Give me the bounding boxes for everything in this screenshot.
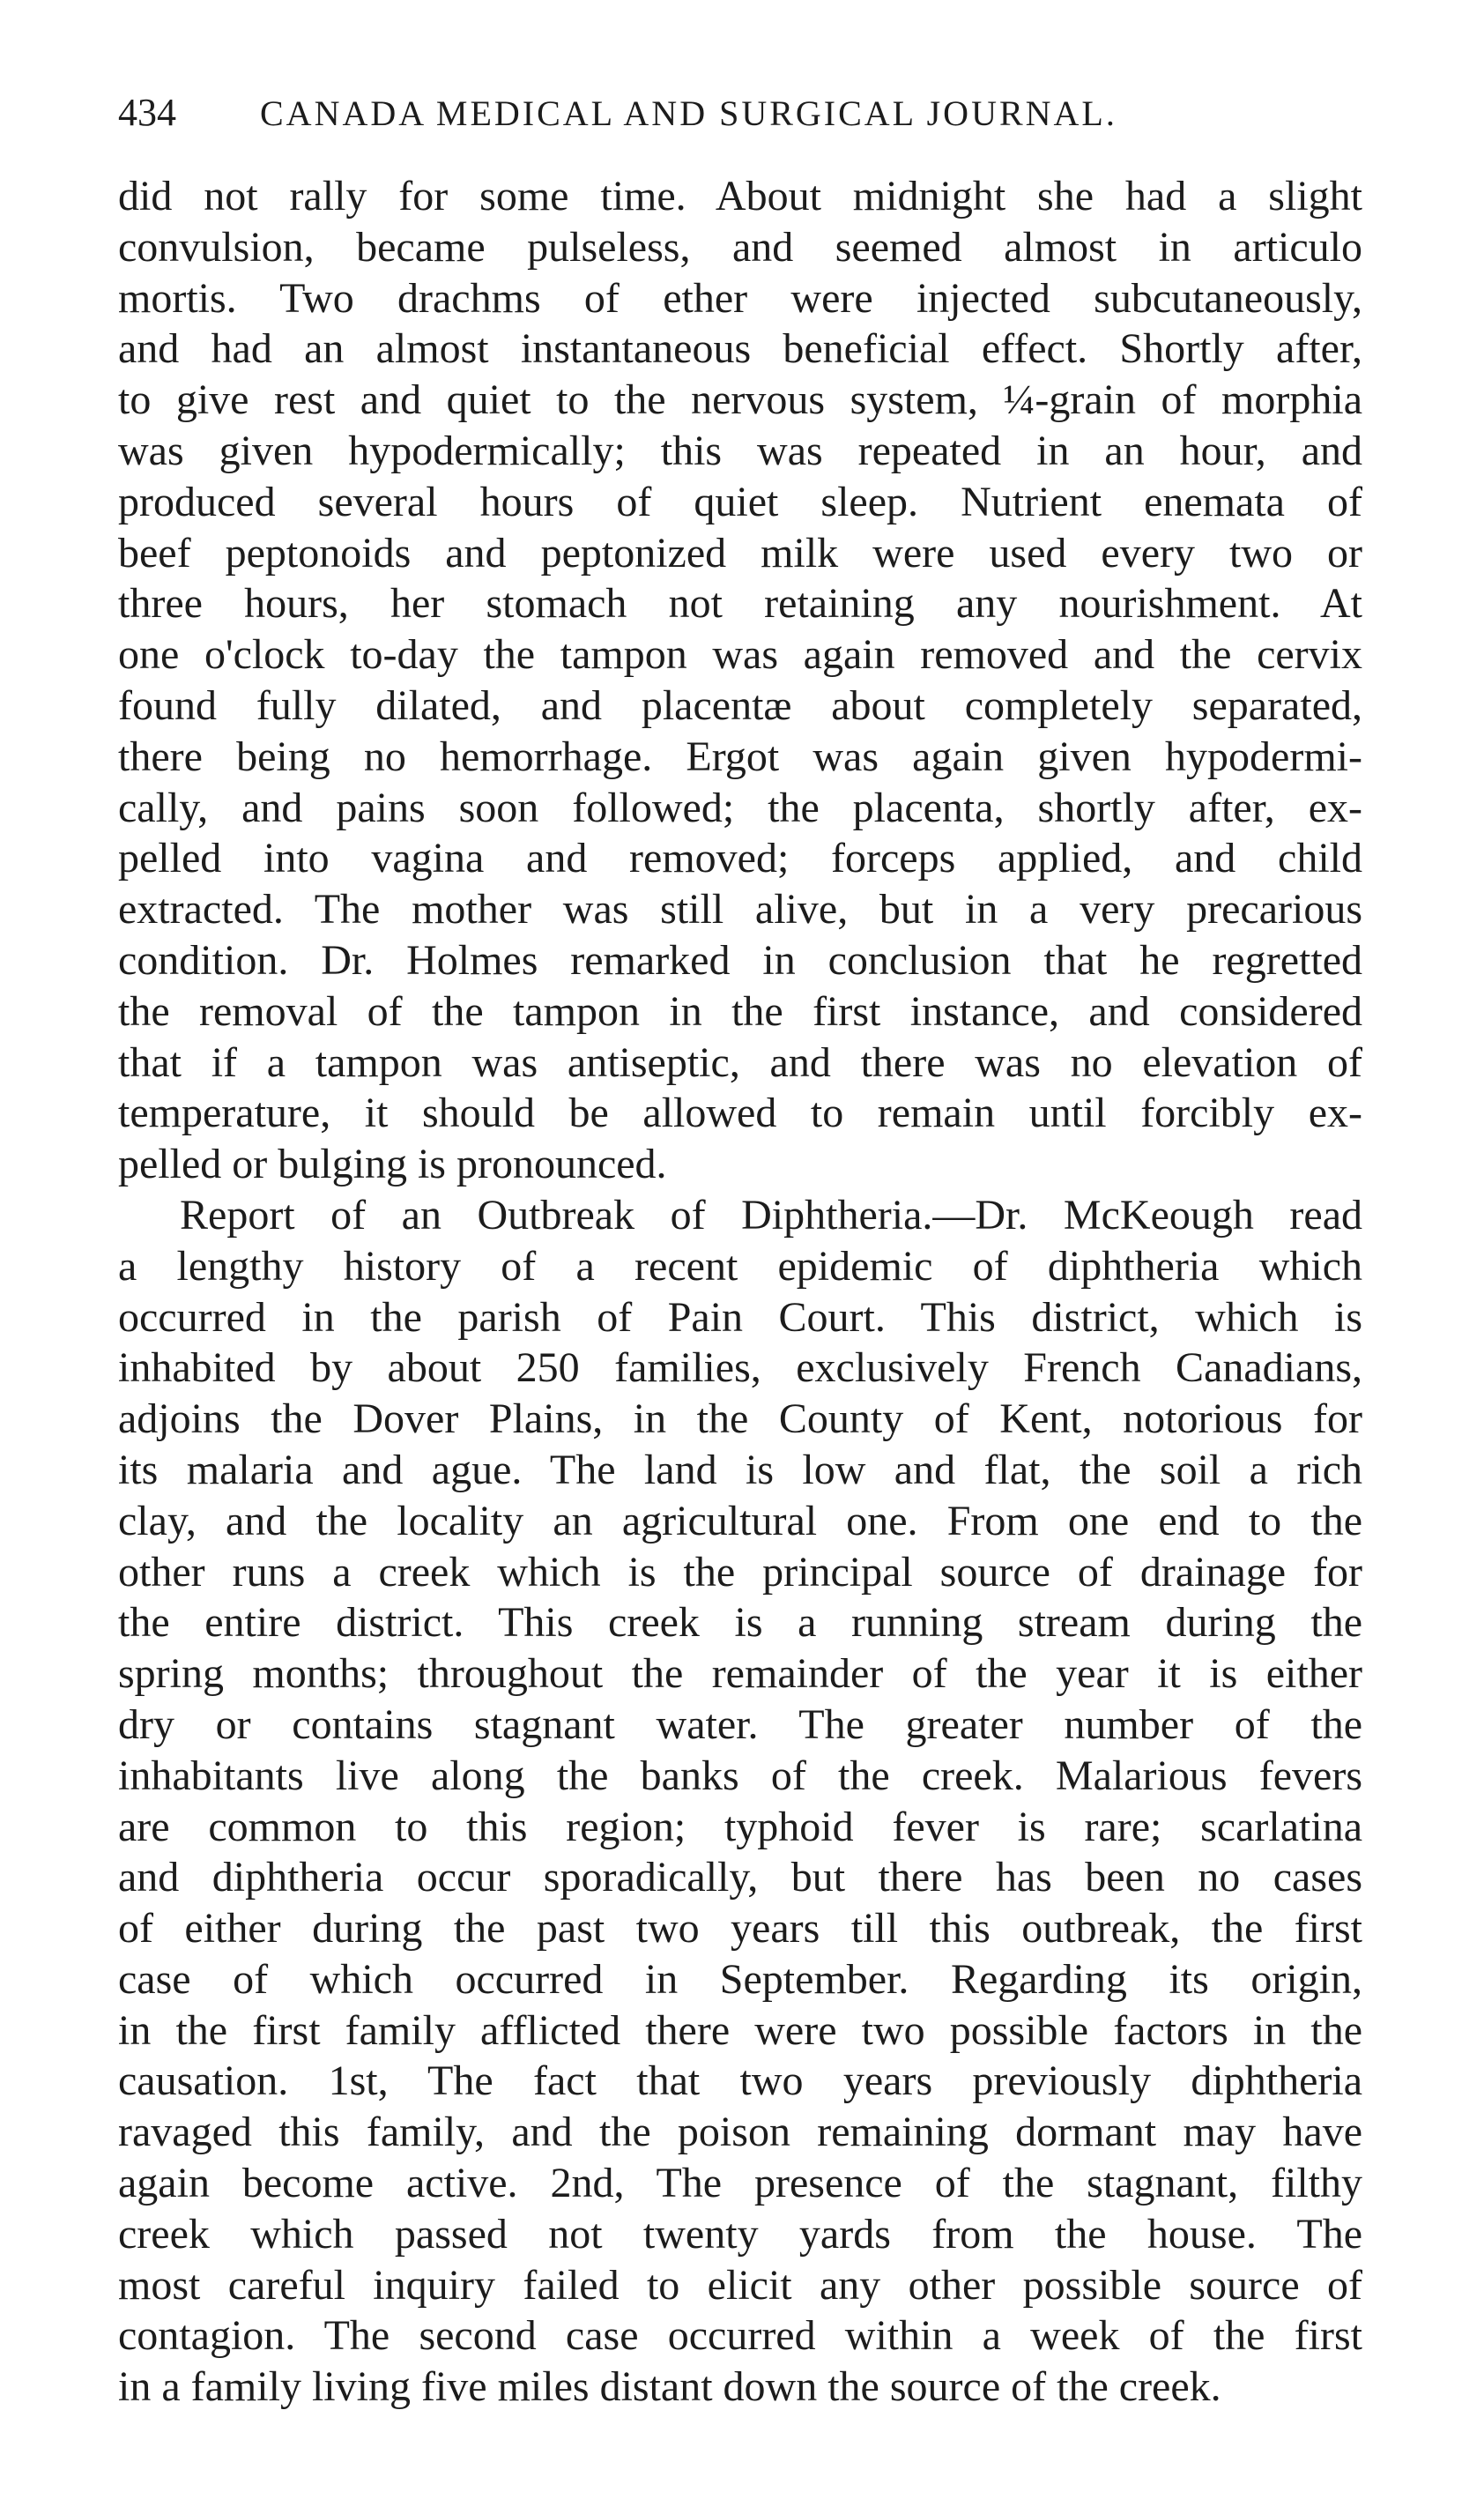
text-line: ravaged this family, and the poison remaining dormant may have [118,2109,1362,2156]
text-line: beef peptonoids and peptonized milk were used every two or [118,529,1362,577]
text-line: inhabited by about 250 families, exclusively French Canadians, [118,1344,1362,1392]
text-line: extracted. The mother was still alive, but in a very precarious [118,886,1362,934]
text-line: adjoins the Dover Plains, in the County of Kent, notorious for [118,1395,1362,1443]
text-line: are common to this region; typhoid fever is rare; scarlatina [118,1803,1362,1850]
text-line: the removal of the tampon in the first instance, and considered [118,987,1362,1035]
text-line: creek which passed not twenty yards from the house. The [118,2210,1362,2258]
text-line: in a family living five miles distant down the source of the creek. [118,2363,1221,2411]
text-line: convulsion, became pulseless, and seemed almost in articulo [118,223,1362,271]
journal-title: CANADA MEDICAL AND SURGICAL JOURNAL. [260,93,1117,133]
text-line: in the first family afflicted there were two possible factors in the [118,2006,1362,2054]
text-line: clay, and the locality an agricultural one. From one end to the [118,1497,1362,1544]
text-line: spring months; throughout the remainder of the year it is either [118,1650,1362,1698]
text-line: of either during the past two years till this outbreak, the first [118,1905,1362,1953]
text-line: its malaria and ague. The land is low and flat, the soil a rich [118,1446,1362,1493]
text-line: causation. 1st, The fact that two years previously diphtheria [118,2057,1362,2105]
text-line: that if a tampon was antiseptic, and there was no elevation of [118,1038,1362,1086]
section-heading-line: Report of an Outbreak of Diphtheria.—Dr. McKeough read [180,1191,1362,1239]
text-line: temperature, it should be allowed to remain until forcibly ex- [118,1090,1362,1137]
text-line: inhabitants live along the banks of the creek. Malarious fevers [118,1752,1362,1799]
text-line: the entire district. This creek is a running stream during the [118,1599,1362,1647]
page-number: 434 [118,91,176,134]
text-line: and diphtheria occur sporadically, but there has been no cases [118,1854,1362,1901]
text-line: found fully dilated, and placentæ about completely separated, [118,681,1362,729]
running-head [118,86,1176,139]
article-body [118,171,1362,2413]
paragraph-end-line: pelled or bulging is pronounced. [118,1141,667,1188]
text-line: occurred in the parish of Pain Court. This district, which is [118,1293,1362,1341]
text-line: contagion. The second case occurred within a week of the first [118,2312,1362,2360]
text-line: a lengthy history of a recent epidemic of diphtheria which [118,1242,1362,1290]
text-line: cally, and pains soon followed; the placenta, shortly after, ex- [118,784,1362,831]
text-line: and had an almost instantaneous beneficial effect. Shortly after, [118,325,1362,373]
text-line: pelled into vagina and removed; forceps applied, and child [118,835,1362,882]
text-line: was given hypodermically; this was repeated in an hour, and [118,427,1362,474]
text-line: did not rally for some time. About midnight she had a slight [118,173,1362,219]
text-line: three hours, her stomach not retaining any nourishment. At [118,580,1362,628]
text-line: there being no hemorrhage. Ergot was again given hypodermi- [118,733,1362,780]
text-line: case of which occurred in September. Regarding its origin, [118,1955,1362,2003]
text-line: other runs a creek which is the principal source of drainage for [118,1548,1362,1596]
text-line: to give rest and quiet to the nervous system, ¼-grain of morphia [118,376,1362,424]
text-line: produced several hours of quiet sleep. Nutrient enemata of [118,478,1362,525]
text-line: most careful inquiry failed to elicit any other possible source of [118,2261,1362,2309]
text-line: mortis. Two drachms of ether were injected subcutaneously, [118,274,1362,322]
text-line: dry or contains stagnant water. The greater number of the [118,1700,1362,1748]
text-line: again become active. 2nd, The presence of the stagnant, filthy [118,2160,1362,2207]
text-line: one o'clock to-day the tampon was again removed and the cervix [118,631,1362,679]
text-line: condition. Dr. Holmes remarked in conclusion that he regretted [118,936,1362,984]
